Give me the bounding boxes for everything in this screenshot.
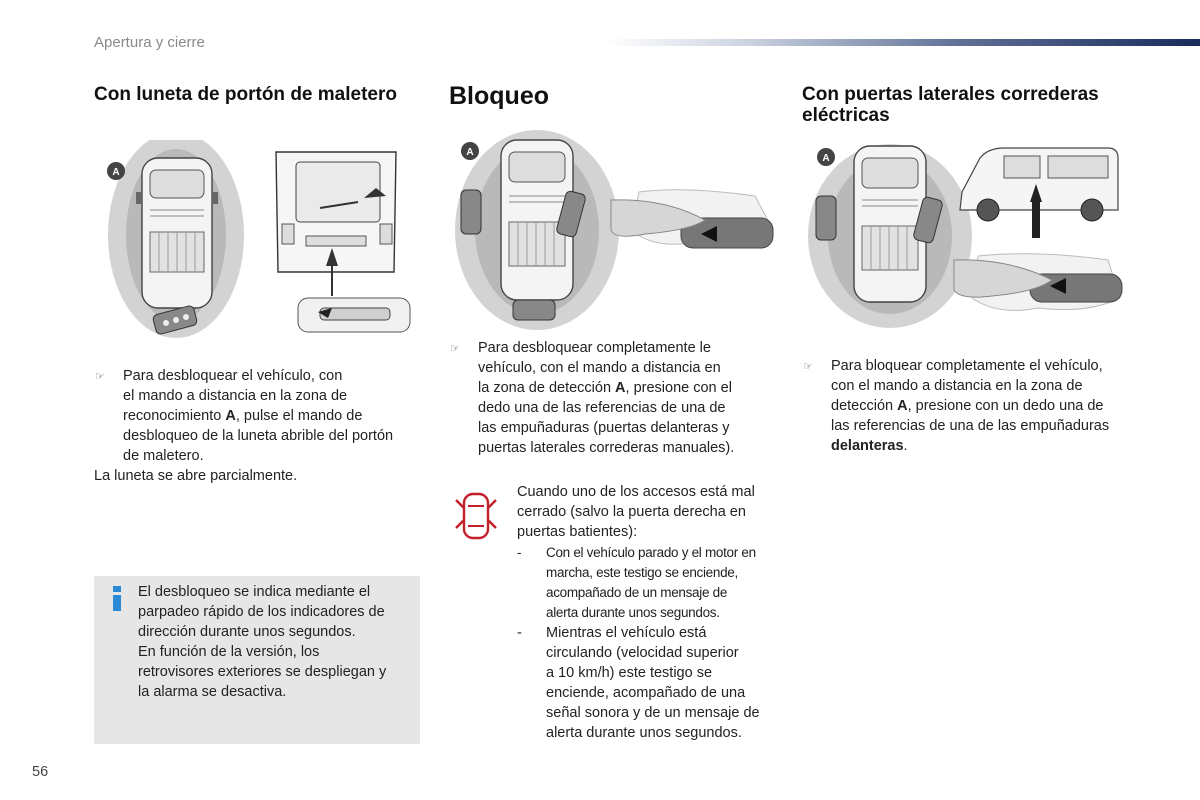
text-line: alerta durante unos segundos. <box>546 605 720 620</box>
text-line: parpadeo rápido de los indicadores de <box>138 604 385 620</box>
text-line: circulando (velocidad superior <box>546 645 739 661</box>
text-line: puertas batientes): <box>517 524 638 540</box>
text-line: enciende, acompañado de una <box>546 685 746 701</box>
middle-instruction <box>449 338 779 458</box>
text-line: la alarma se desactiva. <box>138 684 287 700</box>
text-line: reconocimiento A, pulse el mando de <box>123 408 363 424</box>
dash: - <box>517 545 522 560</box>
right-instruction <box>802 356 1142 456</box>
van-rear-view <box>276 152 396 272</box>
text-line: las empuñaduras (puertas delanteras y <box>478 420 730 436</box>
text-line: a 10 km/h) este testigo se <box>546 665 713 681</box>
text-line: Mientras el vehículo está <box>546 625 707 641</box>
text-line: En función de la versión, los <box>138 644 320 660</box>
door-open-warning-icon <box>455 490 497 542</box>
text-line: puertas laterales correderas manuales). <box>478 440 735 456</box>
text-line: con el mando a distancia en la zona de <box>831 378 1083 394</box>
text-line: dedo una de las referencias de una de <box>478 400 726 416</box>
text-line: las referencias de una de las empuñaduras <box>831 418 1110 434</box>
text-line: El desbloqueo se indica mediante el <box>138 584 371 600</box>
text-line: el mando a distancia en la zona de <box>123 388 348 404</box>
text-line: Con el vehículo parado y el motor en <box>546 545 756 560</box>
zone-a-label: A <box>112 167 120 178</box>
text-line: dirección durante unos segundos. <box>138 624 356 640</box>
page-number: 56 <box>32 764 49 780</box>
text-line: desbloqueo de la luneta abrible del portón <box>123 428 394 444</box>
info-text <box>138 582 414 702</box>
van-top-view <box>136 158 218 308</box>
text-line: acompañado de un mensaje de <box>546 585 728 600</box>
text-line: Para desbloquear el vehículo, con <box>123 368 343 384</box>
heading-tailgate-window: Con luneta de portón de maletero <box>94 84 397 105</box>
bullet-icon: ☞ <box>450 343 460 355</box>
warning-subitem-2 <box>517 623 787 743</box>
section-title: Apertura y cierre <box>94 34 205 51</box>
arrow-shaft <box>331 266 333 296</box>
header-gradient-bar <box>604 39 1200 46</box>
heading-electric-sliding-doors <box>802 84 1162 126</box>
text-line: cerrado (salvo la puerta derecha en <box>517 504 746 520</box>
zone-a-label: A <box>466 147 474 158</box>
van-top-view <box>854 146 926 302</box>
text-line: señal sonora y de un mensaje de <box>546 705 760 721</box>
locking-illustration <box>455 130 785 330</box>
hand-on-door-handle <box>954 254 1122 311</box>
sliding-door-illustration <box>808 138 1128 338</box>
zone-a-label: A <box>822 153 830 164</box>
tailgate-illustration <box>100 140 440 350</box>
result-text: La luneta se abre parcialmente. <box>94 468 298 484</box>
text-line: Para bloquear completamente el vehículo, <box>831 358 1103 374</box>
text-line: de maletero. <box>123 448 204 464</box>
heading-locking: Bloqueo <box>449 82 549 110</box>
text-line: detección A, presione con un dedo una de <box>831 398 1104 414</box>
text-line: Para desbloquear completamente le <box>478 340 711 356</box>
text-line: alerta durante unos segundos. <box>546 725 742 741</box>
text-line: marcha, este testigo se enciende, <box>546 565 738 580</box>
text-line: delanteras. <box>831 438 908 454</box>
heading-line: Con puertas laterales correderas <box>802 84 1099 105</box>
bullet-icon: ☞ <box>803 361 813 373</box>
warning-text <box>517 482 787 542</box>
text-line: retrovisores exteriores se despliegan y <box>138 664 387 680</box>
text-line: Cuando uno de los accesos está mal <box>517 484 755 500</box>
info-icon <box>113 586 121 611</box>
text-line: vehículo, con el mando a distancia en <box>478 360 721 376</box>
left-instruction <box>94 366 424 486</box>
bullet-icon: ☞ <box>95 371 105 383</box>
tailgate-handle-detail <box>298 298 410 332</box>
text-line: la zona de detección A, presione con el <box>478 380 732 396</box>
dash: - <box>517 625 522 641</box>
heading-line: eléctricas <box>802 105 890 126</box>
warning-subitem-1 <box>517 543 787 623</box>
hand-on-door-handle <box>611 190 773 248</box>
arrow-shaft <box>1032 202 1040 238</box>
